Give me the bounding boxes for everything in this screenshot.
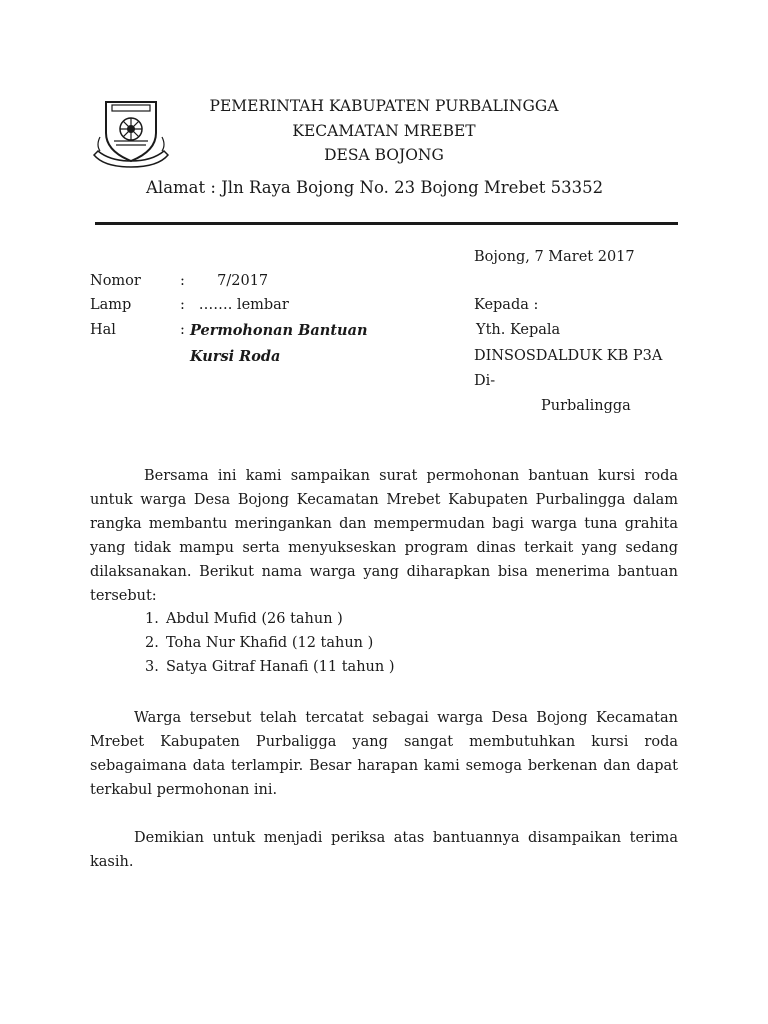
letterhead-address: Alamat : Jln Raya Bojong No. 23 Bojong Mrebet 53352 [146,178,604,197]
list-item-number: 2. [145,635,159,651]
hal-label: Hal [90,322,116,338]
letterhead-district: KECAMATAN MREBET [292,122,476,140]
lamp-value: : ……. lembar [180,297,289,313]
recipient-office: DINSOSDALDUK KB P3A [474,348,663,364]
list-item-number: 3. [145,659,159,675]
recipient-place: Purbalingga [541,398,631,414]
letter-date: Bojong, 7 Maret 2017 [474,249,635,265]
recipient-yth: Yth. Kepala [476,322,561,338]
list-item-number: 1. [145,611,159,627]
letterhead-village: DESA BOJONG [324,146,444,164]
list-item: Abdul Mufid (26 tahun ) [166,611,343,627]
letterhead-government: PEMERINTAH KABUPATEN PURBALINGGA [209,97,559,115]
nomor-label: Nomor [90,273,141,289]
body-paragraph-2: Warga tersebut telah tercatat sebagai warga Desa Bojong Kecamatan Mrebet Kabupaten Purbaligga yang sangat membutuhkan kursi roda sebagaimana data terlampir. Besar harapan kami semoga berkenan dan dapat terkabul permohonan ini. [90,710,678,798]
body-paragraph-1: Bersama ini kami sampaikan surat permohonan bantuan kursi roda untuk warga Desa Bojong Kecamatan Mrebet Kabupaten Purbalingga dalam rangka membantu meringankan dan mempermudan bagi warga tuna grahita yang tidak mampu serta menyukseskan program dinas terkait yang sedang dilaksanakan. Berikut nama warga yang diharapkan bisa menerima bantuan tersebut: [90,468,678,604]
nomor-value: : 7/2017 [180,273,269,289]
recipient-kepada: Kepada : [474,297,539,313]
list-item: Satya Gitraf Hanafi (11 tahun ) [166,659,395,675]
list-item: Toha Nur Khafid (12 tahun ) [166,635,374,651]
lamp-label: Lamp [90,297,132,313]
hal-subject-line1: Permohonan Bantuan [190,322,368,339]
hal-subject-line2: Kursi Roda [190,348,281,365]
letterhead-divider [95,222,678,225]
body-paragraph-closing: Demikian untuk menjadi periksa atas bantuannya disampaikan terima kasih. [90,830,678,870]
recipient-di: Di- [474,373,496,389]
hal-colon: : [180,322,185,338]
